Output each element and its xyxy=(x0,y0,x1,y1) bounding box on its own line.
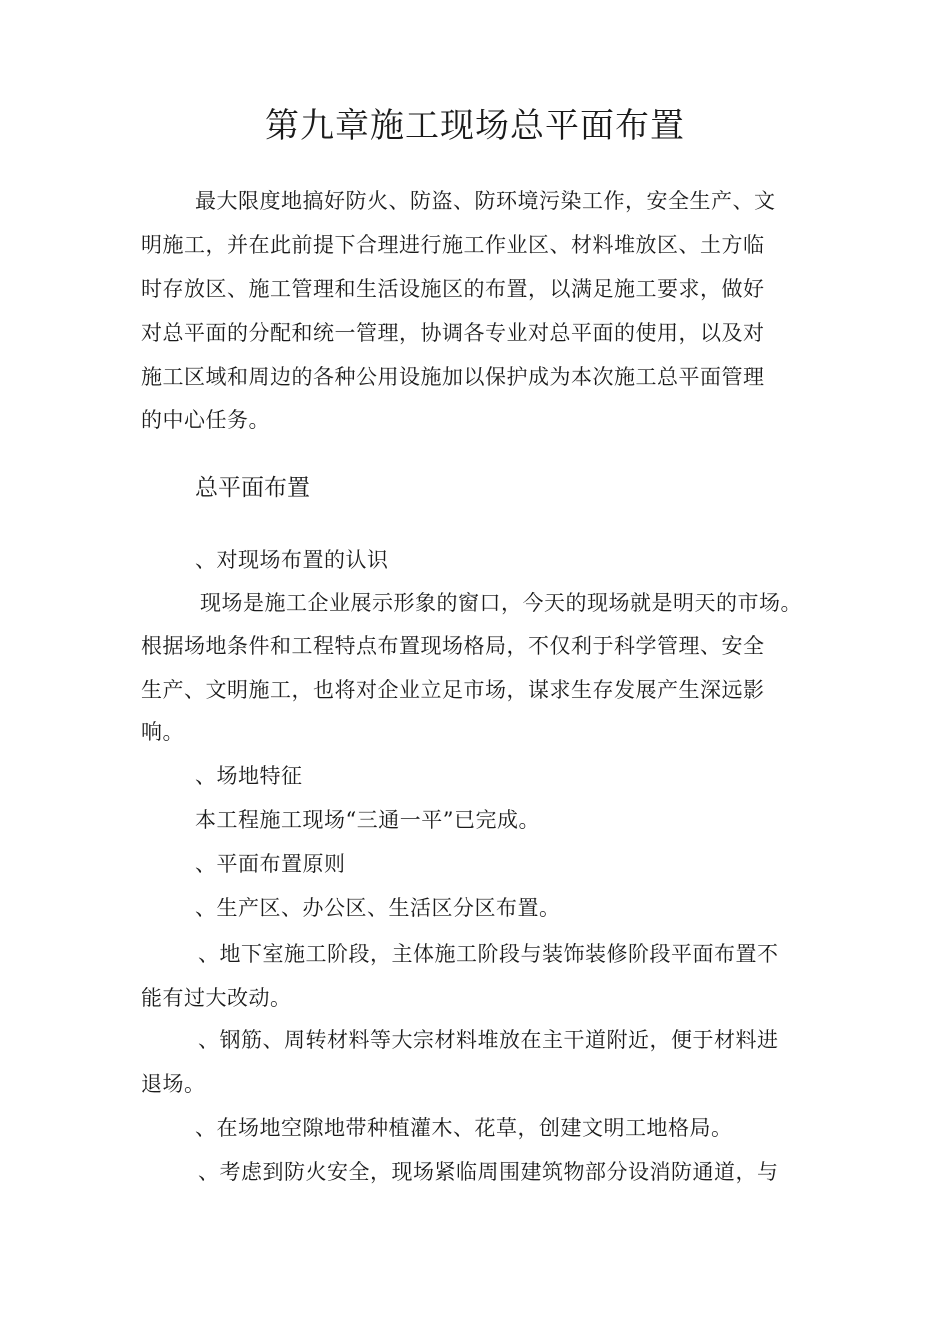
body-line: 本工程施工现场“三通一平”已完成。 xyxy=(195,808,540,832)
body-line: 响。 xyxy=(141,720,184,744)
intro-line: 时存放区、施工管理和生活设施区的布置，以满足施工要求，做好 xyxy=(141,277,765,301)
body-line: 能有过大改动。 xyxy=(141,986,292,1010)
intro-line: 施工区域和周边的各种公用设施加以保护成为本次施工总平面管理 xyxy=(141,365,765,389)
body-line: 退场。 xyxy=(141,1072,206,1096)
intro-line: 的中心任务。 xyxy=(141,408,270,432)
body-line: 根据场地条件和工程特点布置现场格局，不仅利于科学管理、安全 xyxy=(141,634,765,658)
body-line: 、地下室施工阶段，主体施工阶段与装饰装修阶段平面布置不 xyxy=(198,942,779,966)
body-line: 、考虑到防火安全，现场紧临周围建筑物部分设消防通道，与 xyxy=(198,1160,779,1184)
intro-line: 对总平面的分配和统一管理，协调各专业对总平面的使用，以及对 xyxy=(141,321,765,345)
body-line: 、在场地空隙地带种植灌木、花草，创建文明工地格局。 xyxy=(195,1116,733,1140)
body-line: 、对现场布置的认识 xyxy=(195,548,389,572)
body-line: 、生产区、办公区、生活区分区布置。 xyxy=(195,896,561,920)
body-line: 生产、文明施工，也将对企业立足市场，谋求生存发展产生深远影 xyxy=(141,678,765,702)
page-title: 第九章施工现场总平面布置 xyxy=(265,106,685,146)
body-line: 现场是施工企业展示形象的窗口，今天的现场就是明天的市场。 xyxy=(200,591,802,615)
intro-line: 明施工，并在此前提下合理进行施工作业区、材料堆放区、土方临 xyxy=(141,233,765,257)
section-heading: 总平面布置 xyxy=(195,475,310,501)
intro-line: 最大限度地搞好防火、防盗、防环境污染工作，安全生产、文 xyxy=(195,189,776,213)
body-line: 、钢筋、周转材料等大宗材料堆放在主干道附近，便于材料进 xyxy=(198,1028,779,1052)
body-line: 、平面布置原则 xyxy=(195,852,346,876)
body-line: 、场地特征 xyxy=(195,764,303,788)
